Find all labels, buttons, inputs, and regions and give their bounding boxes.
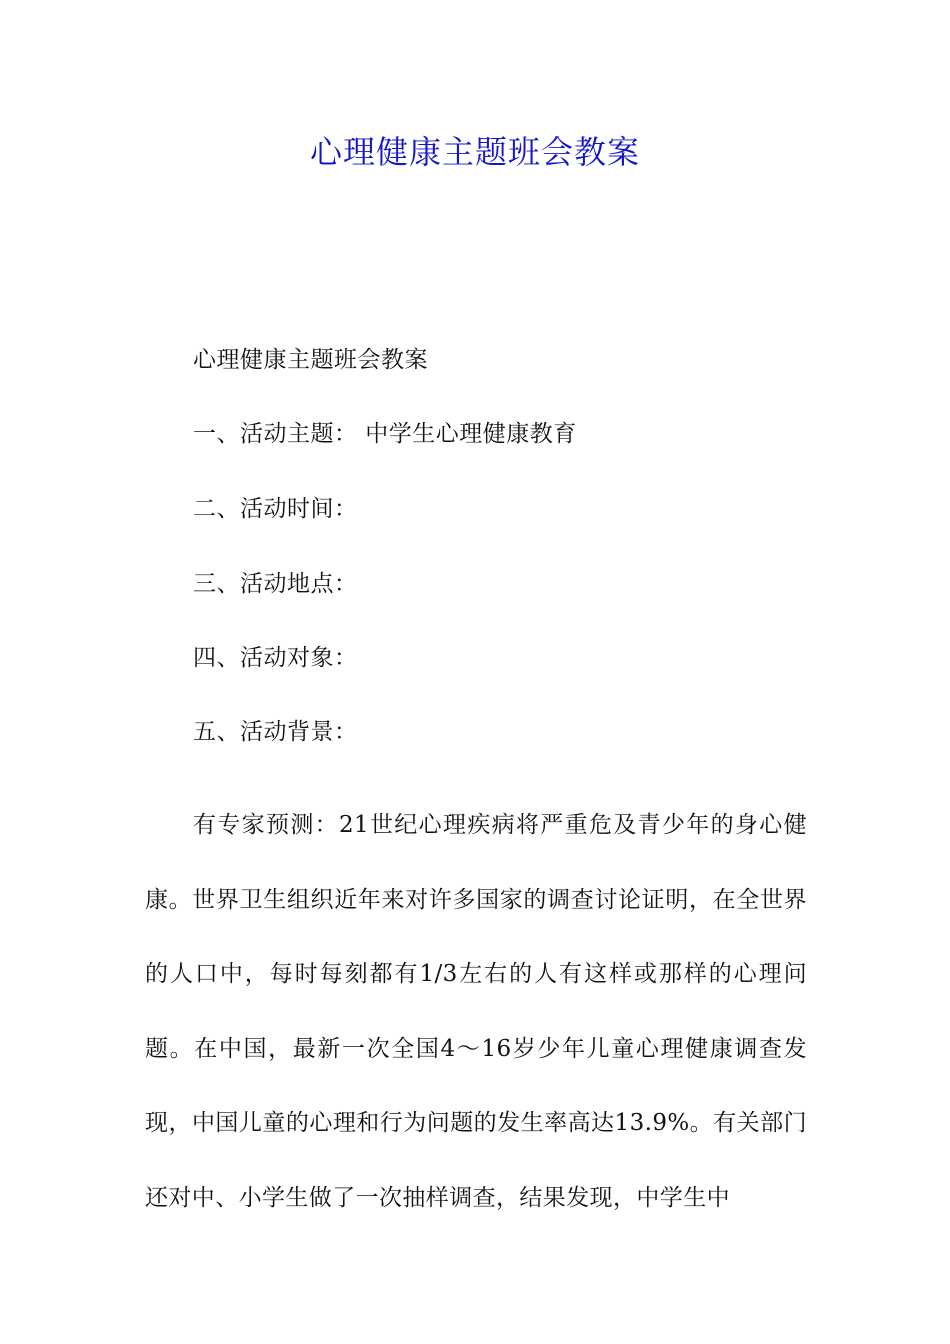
item-activity-background: 五、活动背景：	[193, 719, 358, 745]
item-activity-theme: 一、活动主题： 中学生心理健康教育	[193, 421, 577, 447]
document-title: 心理健康主题班会教案	[309, 133, 640, 171]
item-activity-audience: 四、活动对象：	[193, 645, 358, 671]
background-paragraph-block	[145, 788, 807, 1235]
item-activity-location: 三、活动地点：	[193, 571, 358, 597]
background-paragraph: 有专家预测：21世纪心理疾病将严重危及青少年的身心健康。世界卫生组织近年来对许多国家的调查讨论证明，在全世界的人口中，每时每刻都有1/3左右的人有这样或那样的心理问题。在中国，最新一次全国4～16岁少年儿童心理健康调查发现，中国儿童的心理和行为问题的发生率高达13.9%。有关部门还对中、小学生做了一次抽样调查，结果发现，中学生中	[145, 812, 807, 1211]
item-activity-time: 二、活动时间：	[193, 496, 358, 522]
section-heading: 心理健康主题班会教案	[193, 347, 428, 373]
